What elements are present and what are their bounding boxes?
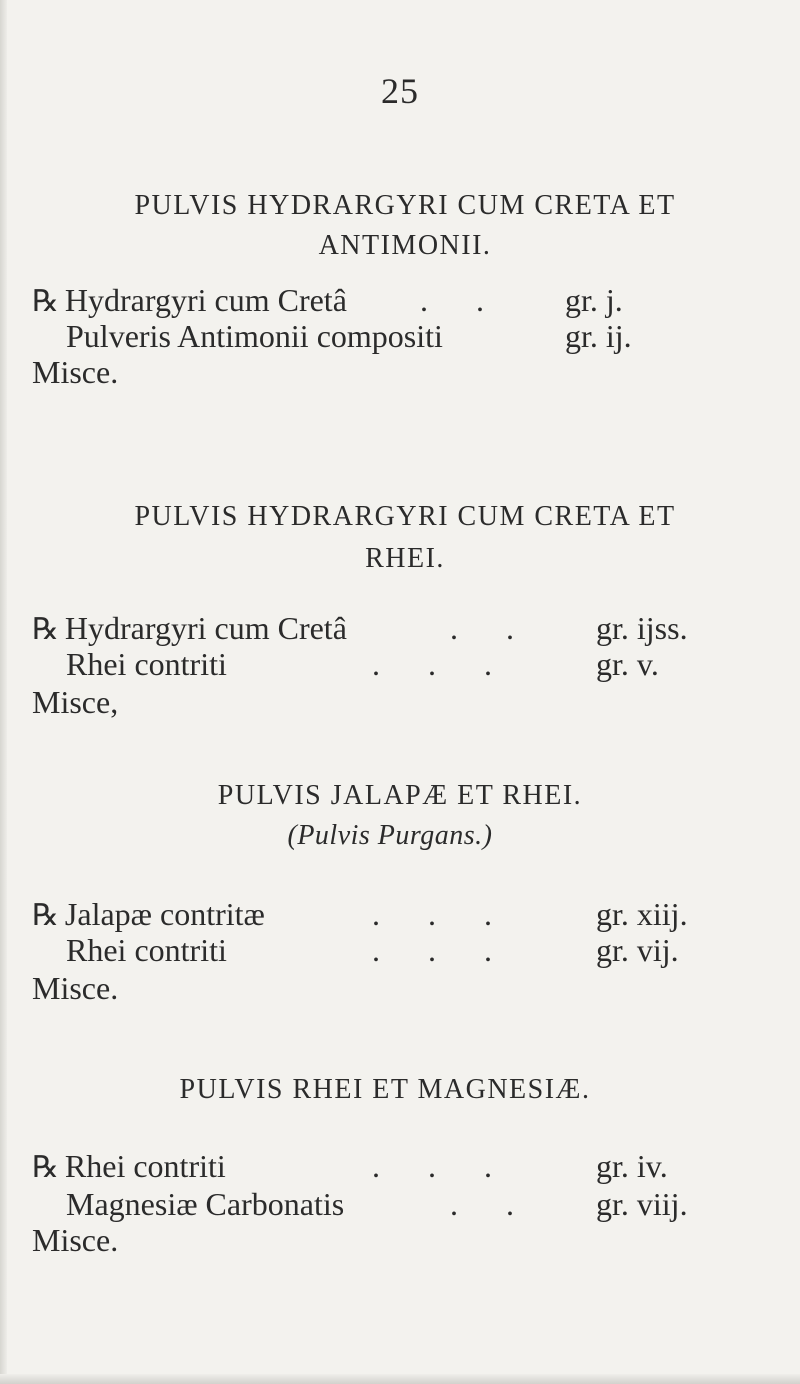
recipe-rx-icon: ℞ [32,899,59,932]
ingredient-quantity: gr. xiij. [596,896,688,932]
recipe-rx-icon: ℞ [32,1151,59,1184]
leader-dots: . . . [372,1148,492,1184]
ingredient-quantity: gr. ijss. [596,610,688,646]
leader-dots: . . . [372,932,492,968]
recipe-instruction: Misce, [32,684,119,720]
ingredient-name: Pulveris Antimonii compositi [66,318,443,354]
recipe-instruction: Misce. [32,354,119,390]
ingredient-name: Rhei contriti [66,932,227,968]
ingredient-line [32,610,347,648]
ingredient-name: Rhei contriti [66,646,227,682]
ingredient-line [66,318,443,354]
recipe-title-line: PULVIS JALAPÆ ET RHEI. [217,780,583,811]
ingredient-quantity: gr. ij. [565,318,632,354]
ingredient-quantity: gr. viij. [596,1186,688,1222]
ingredient-line [66,1186,344,1222]
page-edge-left [0,0,7,1384]
leader-dots: . . . [372,896,492,932]
leader-dots: . . [420,282,484,318]
recipe-rx-icon: ℞ [32,285,59,318]
ingredient-quantity: gr. vij. [596,932,679,968]
recipe-title-line: PULVIS HYDRARGYRI CUM CRETA ET [134,190,676,221]
leader-dots: . . [450,1186,514,1222]
recipe-instruction: Misce. [32,970,119,1006]
page-edge-bottom [0,1374,800,1384]
recipe-title-line: PULVIS HYDRARGYRI CUM CRETA ET [134,501,676,532]
ingredient-name: Hydrargyri cum Cretâ [64,282,347,318]
ingredient-line [66,646,227,682]
ingredient-name: Jalapæ contritæ [64,896,265,932]
ingredient-line [66,932,227,968]
leader-dots: . . [450,610,514,646]
page-number: 25 [381,71,419,111]
recipe-title-line: ANTIMONII. [318,230,492,261]
recipe-title-line: RHEI. [365,543,445,574]
recipe-subtitle: (Pulvis Purgans.) [287,820,493,851]
ingredient-name: Hydrargyri cum Cretâ [64,610,347,646]
ingredient-name: Magnesiæ Carbonatis [66,1186,345,1222]
ingredient-quantity: gr. v. [596,646,659,682]
ingredient-line [32,282,347,320]
recipe-instruction: Misce. [32,1222,119,1258]
recipe-title-line: PULVIS RHEI ET MAGNESIÆ. [179,1074,591,1105]
ingredient-line [32,1148,226,1186]
ingredient-name: Rhei contriti [64,1148,226,1184]
recipe-rx-icon: ℞ [32,613,59,646]
ingredient-line [32,896,265,934]
ingredient-quantity: gr. j. [565,282,623,318]
leader-dots: . . . [372,646,492,682]
ingredient-quantity: gr. iv. [596,1148,668,1184]
